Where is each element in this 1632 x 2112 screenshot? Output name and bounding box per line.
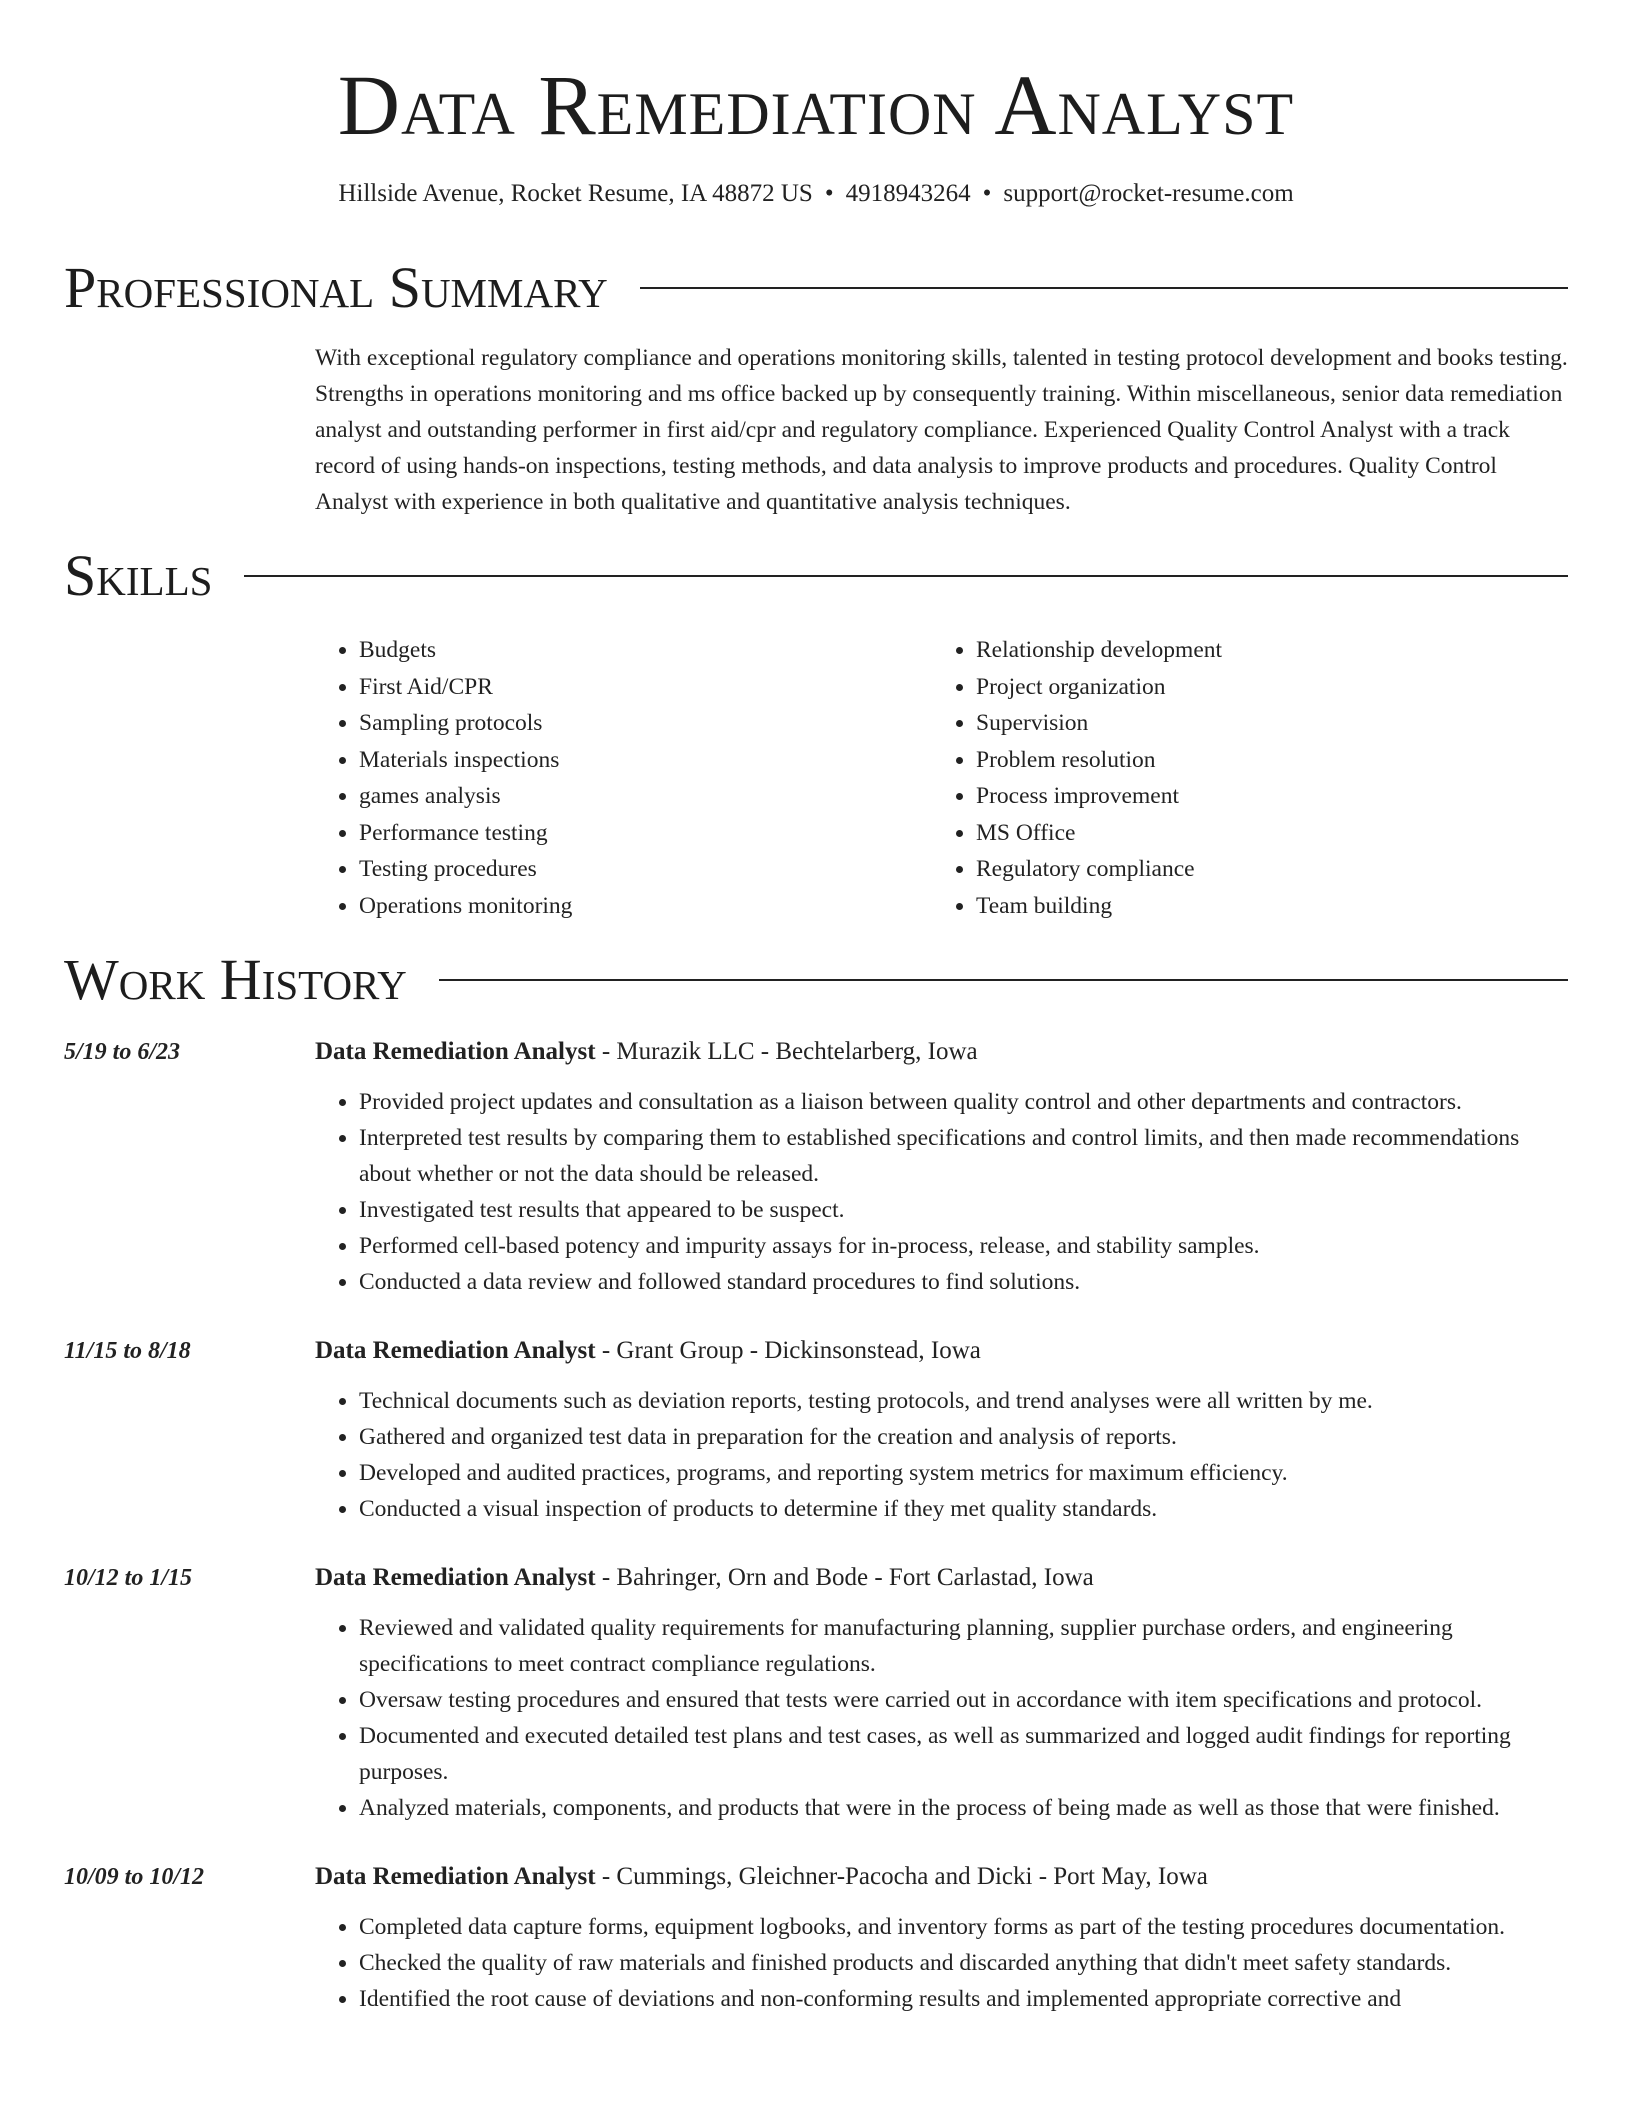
skill-item: • Performance testing bbox=[359, 815, 932, 852]
job-title-line bbox=[315, 1034, 1568, 1070]
job-entry bbox=[64, 1560, 1568, 1826]
job-body bbox=[315, 1333, 1568, 1527]
job-bullets bbox=[315, 1084, 1568, 1300]
job-entry bbox=[64, 1333, 1568, 1527]
job-employer: - Grant Group - Dickinsonstead, Iowa bbox=[595, 1337, 981, 1364]
job-title: Data Remediation Analyst bbox=[315, 1863, 596, 1890]
skill-item: • First Aid/CPR bbox=[359, 669, 932, 706]
job-entry bbox=[64, 1034, 1568, 1300]
skill-item: • Relationship development bbox=[976, 632, 1549, 669]
skill-item: • Testing procedures bbox=[359, 851, 932, 888]
job-dates: 10/12 to 1/15 bbox=[64, 1565, 193, 1591]
job-title: Data Remediation Analyst bbox=[315, 1337, 596, 1364]
job-bullet: • Interpreted test results by comparing them to established specifications and control limits, and then made recommendations about whether or not the data should be released. bbox=[359, 1120, 1568, 1192]
skill-item: • Sampling protocols bbox=[359, 705, 932, 742]
job-bullets bbox=[315, 1383, 1568, 1527]
job-bullet: • Identified the root cause of deviations and non-conforming results and implemented appropriate corrective and bbox=[359, 1981, 1568, 2017]
job-entry bbox=[64, 1859, 1568, 2017]
skill-item: • Regulatory compliance bbox=[976, 851, 1549, 888]
job-bullet: • Gathered and organized test data in preparation for the creation and analysis of reports. bbox=[359, 1419, 1568, 1455]
section-divider bbox=[439, 979, 1568, 981]
skills-header bbox=[64, 543, 1568, 608]
job-bullets bbox=[315, 1909, 1568, 2017]
skill-item: • Budgets bbox=[359, 632, 932, 669]
job-bullet: • Documented and executed detailed test plans and test cases, as well as summarized and logged audit findings for reporting purposes. bbox=[359, 1718, 1568, 1790]
work-history-title: Work History bbox=[64, 947, 407, 1012]
job-title: Data Remediation Analyst bbox=[315, 1038, 596, 1065]
skill-item: • MS Office bbox=[976, 815, 1549, 852]
job-employer: - Cummings, Gleichner-Pacocha and Dicki - Port May, Iowa bbox=[595, 1863, 1208, 1890]
job-body bbox=[315, 1859, 1568, 2017]
section-divider bbox=[244, 575, 1568, 577]
job-bullets bbox=[315, 1610, 1568, 1826]
skills-title: Skills bbox=[64, 543, 213, 608]
job-bullet: • Conducted a visual inspection of products to determine if they met quality standards. bbox=[359, 1491, 1568, 1527]
job-bullet: • Investigated test results that appeared to be suspect. bbox=[359, 1192, 1568, 1228]
contact-line bbox=[64, 180, 1568, 208]
job-bullet: • Conducted a data review and followed standard procedures to find solutions. bbox=[359, 1264, 1568, 1300]
contact-separator: • bbox=[982, 180, 992, 207]
job-bullet: • Checked the quality of raw materials and finished products and discarded anything that didn't meet safety standards. bbox=[359, 1945, 1568, 1981]
skills-list-left bbox=[315, 632, 932, 924]
job-bullet: • Performed cell-based potency and impurity assays for in-process, release, and stability samples. bbox=[359, 1228, 1568, 1264]
skill-item: • Process improvement bbox=[976, 778, 1549, 815]
skill-item: • Team building bbox=[976, 888, 1549, 925]
summary-title: Professional Summary bbox=[64, 255, 608, 320]
job-bullet: • Technical documents such as deviation reports, testing protocols, and trend analyses were all written by me. bbox=[359, 1383, 1568, 1419]
job-title-line bbox=[315, 1560, 1568, 1596]
job-dates: 5/19 to 6/23 bbox=[64, 1039, 181, 1065]
work-history-header bbox=[64, 947, 1568, 1012]
section-divider bbox=[640, 287, 1568, 289]
job-title: Data Remediation Analyst bbox=[315, 1564, 596, 1591]
job-dates: 10/09 to 10/12 bbox=[64, 1864, 205, 1890]
skills-list-right bbox=[932, 632, 1549, 924]
contact-phone: 4918943264 bbox=[845, 180, 971, 207]
job-body bbox=[315, 1034, 1568, 1300]
job-title-line bbox=[315, 1859, 1568, 1895]
job-dates: 11/15 to 8/18 bbox=[64, 1338, 191, 1364]
skill-item: • Problem resolution bbox=[976, 742, 1549, 779]
skill-item: • Project organization bbox=[976, 669, 1549, 706]
summary-text: With exceptional regulatory compliance and operations monitoring skills, talented in testing protocol development and books testing. Strengths in operations monitoring and ms office backed up by consequently training. Within miscellaneous, senior data remediation analyst and outstanding performer in first aid/cpr and regulatory compliance. Experienced Quality Control Analyst with a track record of using hands-on inspections, testing methods, and data analysis to improve products and procedures. Quality Control Analyst with experience in both qualitative and quantitative analysis techniques. bbox=[315, 345, 1568, 515]
job-bullet: • Completed data capture forms, equipment logbooks, and inventory forms as part of the testing procedures documentation. bbox=[359, 1909, 1568, 1945]
contact-email: support@rocket-resume.com bbox=[1003, 180, 1294, 207]
job-bullet: • Provided project updates and consultation as a liaison between quality control and other departments and contractors. bbox=[359, 1084, 1568, 1120]
contact-address: Hillside Avenue, Rocket Resume, IA 48872 US bbox=[338, 180, 813, 207]
summary-header bbox=[64, 255, 1568, 320]
job-employer: - Murazik LLC - Bechtelarberg, Iowa bbox=[595, 1038, 978, 1065]
skills-grid bbox=[315, 632, 1568, 924]
job-bullet: • Developed and audited practices, programs, and reporting system metrics for maximum efficiency. bbox=[359, 1455, 1568, 1491]
skill-item: • Operations monitoring bbox=[359, 888, 932, 925]
job-bullet: • Oversaw testing procedures and ensured that tests were carried out in accordance with item specifications and protocol. bbox=[359, 1682, 1568, 1718]
skill-item: • Materials inspections bbox=[359, 742, 932, 779]
skill-item: • Supervision bbox=[976, 705, 1549, 742]
job-employer: - Bahringer, Orn and Bode - Fort Carlastad, Iowa bbox=[595, 1564, 1094, 1591]
job-body bbox=[315, 1560, 1568, 1826]
job-bullet: • Analyzed materials, components, and products that were in the process of being made as well as those that were finished. bbox=[359, 1790, 1568, 1826]
job-title-line bbox=[315, 1333, 1568, 1369]
job-bullet: • Reviewed and validated quality requirements for manufacturing planning, supplier purchase orders, and engineering specifications to meet contract compliance regulations. bbox=[359, 1610, 1568, 1682]
contact-separator: • bbox=[824, 180, 834, 207]
candidate-name: Data Remediation Analyst bbox=[337, 57, 1295, 153]
skill-item: • games analysis bbox=[359, 778, 932, 815]
